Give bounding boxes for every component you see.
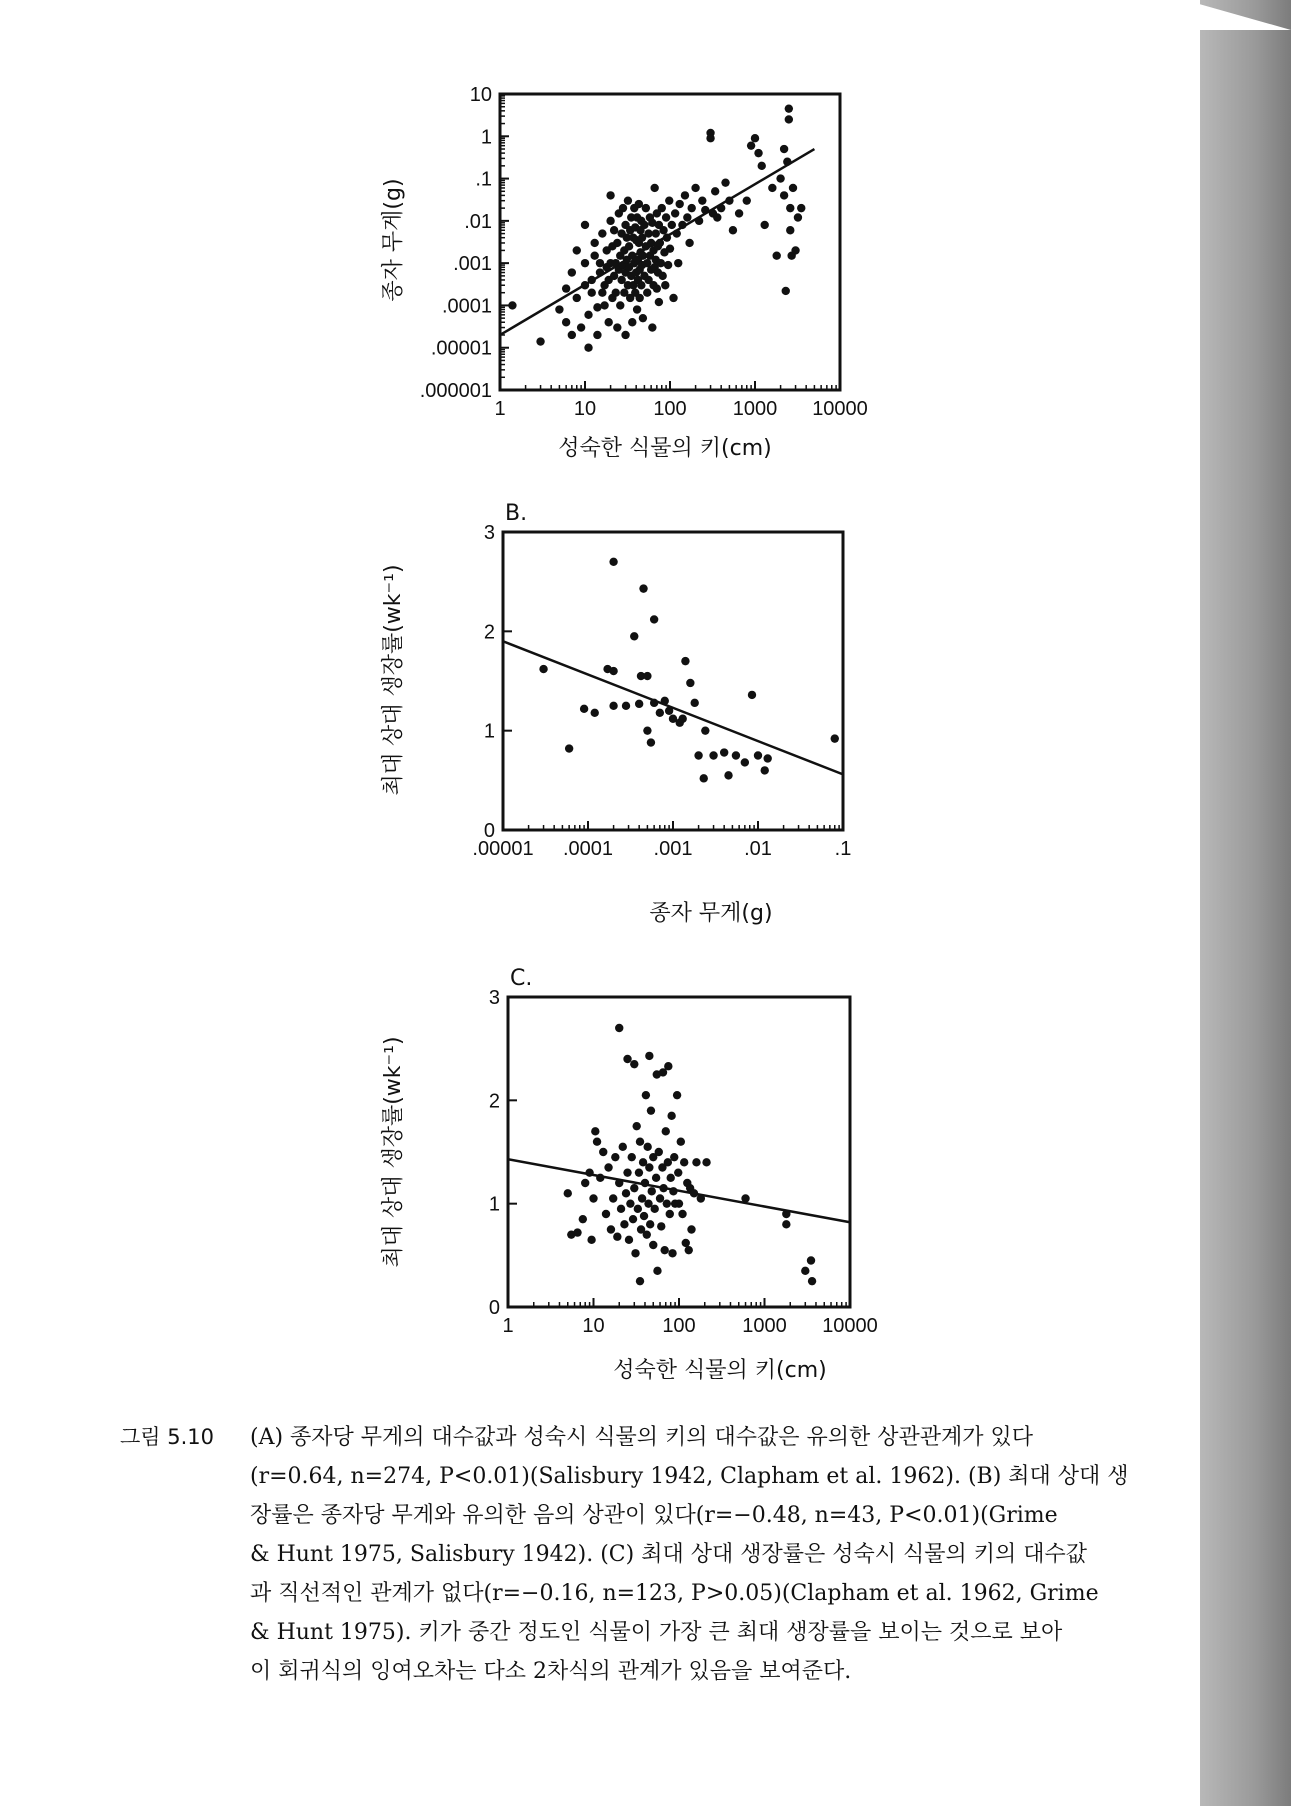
x-tick-label: 10000 [822, 1315, 878, 1337]
y-axis-label: 종자 무게(g) [381, 178, 406, 302]
caption-line: & Hunt 1975). 키가 중간 정도인 식물이 가장 큰 최대 생장률을 보이는 것으로 보아 [250, 1620, 1063, 1645]
panel-label: B. [505, 501, 528, 526]
data-point [680, 1158, 688, 1166]
data-point [657, 259, 665, 267]
data-point [650, 615, 658, 623]
x-tick-label: 100 [653, 398, 687, 420]
x-tick-label: 10000 [812, 398, 868, 420]
data-point [671, 209, 679, 217]
data-point [598, 229, 606, 237]
data-point [611, 1153, 619, 1161]
data-point [577, 323, 585, 331]
caption-line: 장률은 종자당 무게와 유의한 음의 상관이 있다(r=−0.48, n=43, P<0.01)(Grime [250, 1503, 1058, 1528]
data-point [681, 657, 689, 665]
data-point [661, 281, 669, 289]
data-point [667, 1174, 675, 1182]
y-tick-label: 10 [469, 84, 492, 106]
data-point [642, 204, 650, 212]
data-point [609, 1194, 617, 1202]
data-point [652, 1174, 660, 1182]
data-point [646, 1220, 654, 1228]
data-point [678, 1210, 686, 1218]
data-point [626, 1199, 634, 1207]
x-tick-label: .1 [834, 838, 852, 860]
chart-a-seed-weight-vs-height [0, 80, 1200, 500]
data-point [562, 318, 570, 326]
data-point [641, 1179, 649, 1187]
data-point [536, 337, 544, 345]
data-point [657, 1222, 665, 1230]
data-point [754, 149, 762, 157]
caption-line: (r=0.64, n=274, P<0.01)(Salisbury 1942, Clapham et al. 1962). (B) 최대 상대 생 [250, 1464, 1129, 1489]
data-point [599, 1148, 607, 1156]
data-point [797, 204, 805, 212]
data-point [587, 1236, 595, 1244]
data-point [724, 771, 732, 779]
regression-line [503, 641, 843, 774]
data-point [713, 213, 721, 221]
caption-line: 이 회귀식의 잉여오차는 다소 2차식의 관계가 있음을 보여준다. [250, 1659, 852, 1684]
data-point [652, 229, 660, 237]
data-point [581, 221, 589, 229]
x-tick-label: 10 [573, 398, 597, 420]
data-point [683, 213, 691, 221]
chart-c-growth-rate-vs-height [0, 955, 1200, 1395]
data-point [772, 251, 780, 259]
y-tick-label: 2 [488, 1090, 500, 1113]
data-point [768, 184, 776, 192]
data-point [786, 226, 794, 234]
data-point [763, 754, 771, 762]
data-point [748, 691, 756, 699]
data-point [794, 213, 802, 221]
data-point [665, 707, 673, 715]
data-point [747, 141, 755, 149]
data-point [807, 1256, 815, 1264]
data-point [648, 1187, 656, 1195]
data-point [670, 1153, 678, 1161]
data-point [780, 191, 788, 199]
data-point [651, 1205, 659, 1213]
data-point [675, 200, 683, 208]
data-point [647, 1106, 655, 1114]
data-point [662, 213, 670, 221]
data-point [655, 1148, 663, 1156]
data-point [664, 1062, 672, 1070]
data-point [674, 1168, 682, 1176]
data-point [701, 726, 709, 734]
data-point [675, 1199, 683, 1207]
data-point [663, 1199, 671, 1207]
data-point [720, 748, 728, 756]
caption-line: 과 직선적인 관계가 없다(r=−0.16, n=123, P>0.05)(Clapham et al. 1962, Grime [250, 1581, 1099, 1606]
data-point [635, 200, 643, 208]
x-axis-label: 종자 무게(g) [649, 901, 773, 926]
data-point [619, 204, 627, 212]
x-tick-label: 1 [494, 398, 506, 420]
data-point [729, 226, 737, 234]
y-tick-label: 1 [483, 720, 495, 743]
data-point [607, 1225, 615, 1233]
data-point [588, 276, 596, 284]
data-point [717, 204, 725, 212]
data-point [573, 246, 581, 254]
x-tick-label: 1 [502, 1315, 514, 1337]
x-tick-label: 1000 [732, 398, 778, 420]
data-point [620, 1220, 628, 1228]
data-point [613, 1233, 621, 1241]
data-point [562, 284, 570, 292]
data-point [643, 672, 651, 680]
data-point [666, 1210, 674, 1218]
plot-frame [503, 532, 843, 830]
data-point [585, 1168, 593, 1176]
y-tick-label: .000001 [419, 380, 492, 402]
data-point [604, 1163, 612, 1171]
data-point [631, 1249, 639, 1257]
data-point [760, 221, 768, 229]
data-point [613, 239, 621, 247]
data-point [653, 284, 661, 292]
data-point [624, 196, 632, 204]
data-point [602, 1210, 610, 1218]
data-point [758, 162, 766, 170]
data-point [691, 184, 699, 192]
data-point [615, 1024, 623, 1032]
y-tick-label: 1 [488, 1193, 500, 1216]
data-point [609, 702, 617, 710]
data-point [782, 1220, 790, 1228]
page-edge [1200, 0, 1291, 1806]
data-point [613, 323, 621, 331]
x-axis-label: 성숙한 식물의 키(cm) [613, 1358, 827, 1383]
data-point [658, 272, 666, 280]
data-point [669, 294, 677, 302]
data-point [776, 174, 784, 182]
data-point [709, 751, 717, 759]
data-point [616, 301, 624, 309]
data-point [508, 301, 516, 309]
data-point [639, 584, 647, 592]
data-point [633, 305, 641, 313]
data-point [643, 1143, 651, 1151]
data-point [619, 1143, 627, 1151]
data-point [786, 204, 794, 212]
data-point [622, 702, 630, 710]
data-point [700, 774, 708, 782]
data-point [656, 1194, 664, 1202]
data-point [564, 1189, 572, 1197]
data-point [621, 331, 629, 339]
data-point [687, 1225, 695, 1233]
data-point [791, 246, 799, 254]
data-point [632, 1122, 640, 1130]
data-point [593, 1137, 601, 1145]
data-point [711, 187, 719, 195]
data-point [808, 1277, 816, 1285]
data-point [668, 1249, 676, 1257]
data-point [580, 705, 588, 713]
data-point [668, 221, 676, 229]
data-point [659, 1184, 667, 1192]
y-tick-label: .00001 [430, 337, 492, 360]
data-point [589, 1194, 597, 1202]
y-tick-label: 1 [480, 126, 492, 149]
data-point [678, 221, 686, 229]
data-point [661, 697, 669, 705]
data-point [785, 115, 793, 123]
data-point [643, 1230, 651, 1238]
data-point [609, 667, 617, 675]
data-point [682, 1239, 690, 1247]
data-point [692, 1158, 700, 1166]
data-point [640, 1212, 648, 1220]
data-point [690, 1189, 698, 1197]
data-point [656, 239, 664, 247]
caption-body [250, 1418, 1130, 1691]
data-point [625, 242, 633, 250]
data-point [640, 221, 648, 229]
data-point [635, 700, 643, 708]
plot-frame [500, 94, 840, 390]
data-point [741, 758, 749, 766]
y-tick-label: .0001 [441, 295, 492, 318]
data-point [630, 1184, 638, 1192]
data-point [579, 1215, 587, 1223]
data-point [694, 751, 702, 759]
data-point [653, 1267, 661, 1275]
data-point [685, 239, 693, 247]
x-tick-label: 1000 [742, 1315, 787, 1337]
data-point [673, 229, 681, 237]
data-point [782, 1210, 790, 1218]
data-point [681, 191, 689, 199]
data-point [725, 196, 733, 204]
data-point [687, 204, 695, 212]
data-point [647, 738, 655, 746]
x-tick-label: 100 [662, 1315, 696, 1337]
data-point [581, 281, 589, 289]
data-point [584, 311, 592, 319]
data-point [697, 1194, 705, 1202]
y-tick-label: 0 [488, 1297, 500, 1319]
data-point [732, 751, 740, 759]
y-tick-label: 2 [483, 621, 495, 644]
data-point [761, 766, 769, 774]
data-point [635, 1168, 643, 1176]
data-point [591, 1127, 599, 1135]
data-point [596, 268, 604, 276]
y-tick-label: .001 [453, 253, 492, 276]
data-point [650, 184, 658, 192]
data-point [555, 305, 563, 313]
x-axis-label: 성숙한 식물의 키(cm) [558, 436, 772, 461]
data-point [665, 196, 673, 204]
data-point [598, 288, 606, 296]
data-point [663, 233, 671, 241]
data-point [702, 1158, 710, 1166]
data-point [645, 1052, 653, 1060]
data-point [581, 1179, 589, 1187]
data-point [568, 331, 576, 339]
data-point [573, 1228, 581, 1236]
data-point [634, 1205, 642, 1213]
data-point [630, 1060, 638, 1068]
data-point [615, 1179, 623, 1187]
data-point [735, 209, 743, 217]
y-tick-label: .01 [464, 210, 492, 233]
data-point [636, 1137, 644, 1145]
caption-line: (A) 종자당 무게의 대수값과 성숙시 식물의 키의 대수값은 유의한 상관관계가 있다 [250, 1425, 1034, 1450]
data-point [539, 665, 547, 673]
data-point [612, 288, 620, 296]
data-point [685, 1246, 693, 1254]
data-point [623, 1168, 631, 1176]
data-point [686, 679, 694, 687]
x-tick-label: 10 [582, 1315, 605, 1337]
y-tick-label: 3 [488, 987, 500, 1009]
data-point [629, 1215, 637, 1223]
data-point [743, 196, 751, 204]
y-tick-label: 0 [483, 820, 495, 842]
data-point [667, 1112, 675, 1120]
data-point [664, 261, 672, 269]
data-point [604, 318, 612, 326]
data-point [617, 1205, 625, 1213]
data-point [656, 709, 664, 717]
data-point [609, 558, 617, 566]
data-point [643, 726, 651, 734]
data-point [650, 699, 658, 707]
data-point [648, 323, 656, 331]
data-point [642, 1091, 650, 1099]
data-point [782, 287, 790, 295]
data-point [590, 251, 598, 259]
data-point [606, 191, 614, 199]
data-point [628, 318, 636, 326]
data-point [573, 294, 581, 302]
data-point [593, 303, 601, 311]
data-point [625, 1236, 633, 1244]
data-point [610, 226, 618, 234]
data-point [780, 145, 788, 153]
x-tick-label: .001 [653, 838, 693, 860]
data-point [789, 184, 797, 192]
data-point [801, 1267, 809, 1275]
data-point [636, 1277, 644, 1285]
panel-label: C. [510, 966, 533, 991]
data-point [721, 178, 729, 186]
data-point [593, 331, 601, 339]
data-point [673, 1091, 681, 1099]
data-point [649, 1241, 657, 1249]
x-tick-label: .00001 [472, 838, 534, 860]
data-point [600, 301, 608, 309]
data-point [660, 1246, 668, 1254]
data-point [591, 709, 599, 717]
x-tick-label: .01 [744, 838, 772, 860]
data-point [630, 632, 638, 640]
data-point [678, 715, 686, 723]
data-point [751, 134, 759, 142]
data-point [643, 288, 651, 296]
data-point [669, 1187, 677, 1195]
data-point [741, 1194, 749, 1202]
data-point [754, 751, 762, 759]
data-point [628, 1153, 636, 1161]
data-point [639, 314, 647, 322]
x-tick-label: .0001 [562, 838, 614, 860]
data-point [635, 294, 643, 302]
data-point [584, 344, 592, 352]
data-point [588, 288, 596, 296]
data-point [644, 229, 652, 237]
data-point [674, 259, 682, 267]
plot-frame [508, 997, 850, 1307]
data-point [785, 104, 793, 112]
data-point [831, 734, 839, 742]
data-point [623, 1055, 631, 1063]
data-point [568, 268, 576, 276]
data-point [695, 217, 703, 225]
y-tick-label: .1 [475, 168, 492, 191]
caption-label: 그림 5.10 [120, 1425, 215, 1449]
data-point [565, 744, 573, 752]
data-point [662, 1127, 670, 1135]
data-point [783, 158, 791, 166]
data-point [690, 699, 698, 707]
data-point [659, 226, 667, 234]
chart-b-growth-rate-vs-seed-weight [0, 490, 1200, 930]
y-axis-label: 최대 상대 생장률(wk⁻¹) [381, 1036, 406, 1268]
caption-line: & Hunt 1975, Salisbury 1942). (C) 최대 상대 생장률은 성숙시 식물의 키의 대수값 [250, 1542, 1087, 1567]
data-point [655, 298, 663, 306]
y-tick-label: 3 [483, 522, 495, 544]
data-point [596, 1174, 604, 1182]
data-point [706, 134, 714, 142]
data-point [606, 217, 614, 225]
data-point [590, 239, 598, 247]
data-point [677, 1137, 685, 1145]
data-point [581, 259, 589, 267]
data-point [622, 1189, 630, 1197]
data-point [666, 244, 674, 252]
data-point [658, 204, 666, 212]
data-point [645, 1163, 653, 1171]
data-point [698, 196, 706, 204]
data-point [701, 206, 709, 214]
data-point [637, 281, 645, 289]
y-axis-label: 최대 상대 생장률(wk⁻¹) [381, 564, 406, 796]
